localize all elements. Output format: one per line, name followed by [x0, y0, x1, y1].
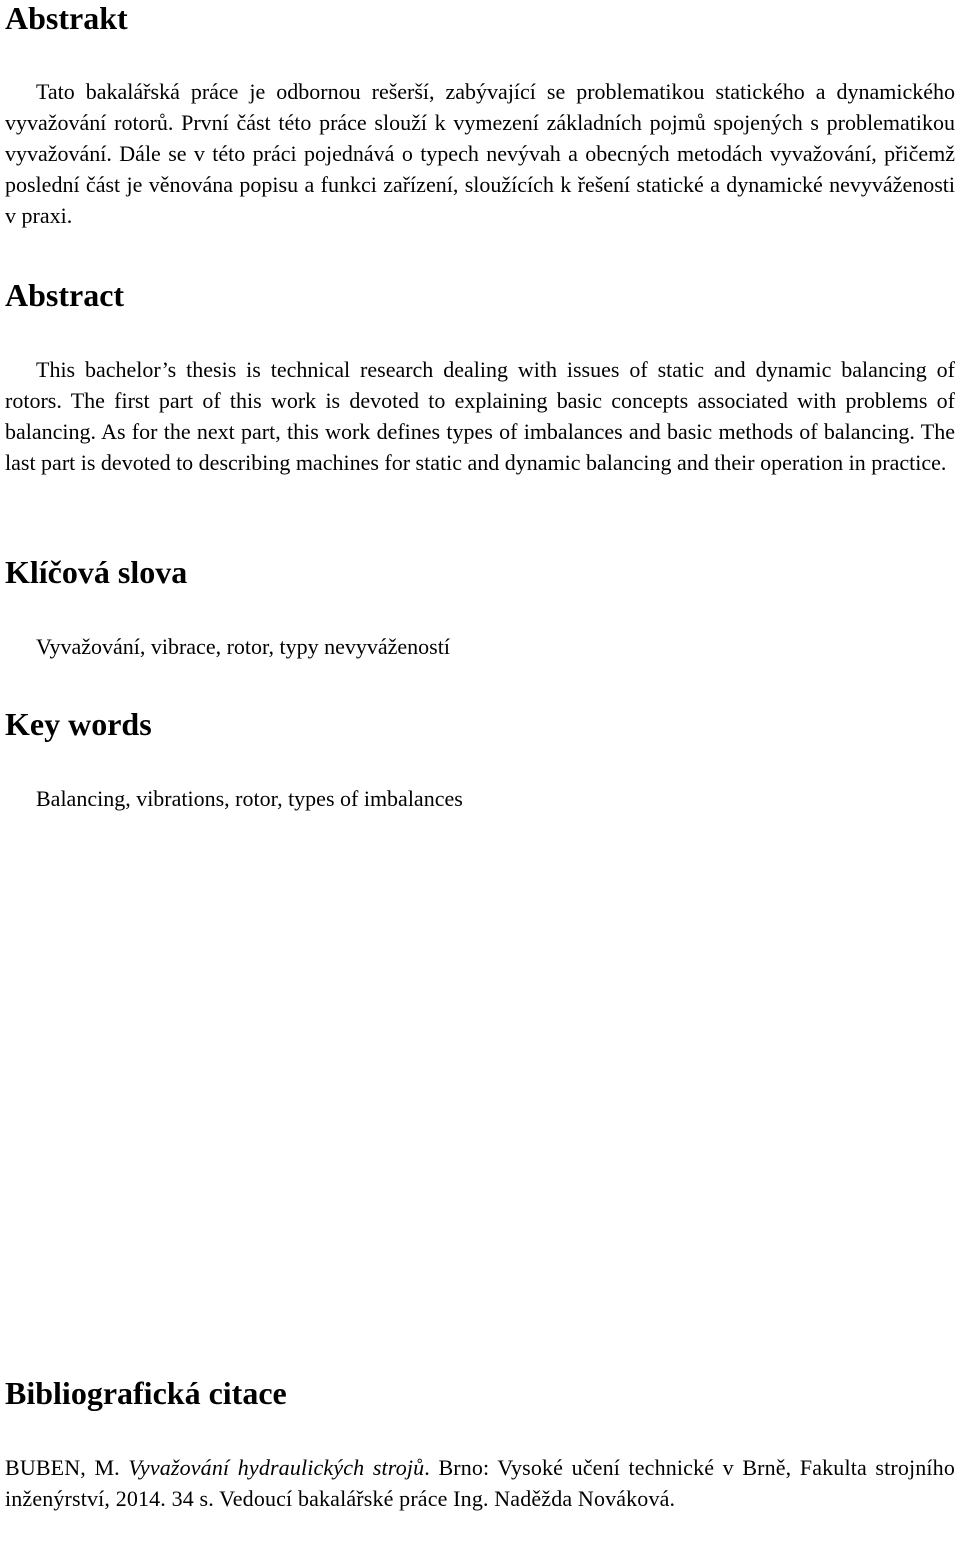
citation-author: BUBEN, M. — [5, 1455, 120, 1480]
citation-title: Vyvažování hydraulických strojů — [128, 1455, 425, 1480]
klicova-slova-text: Vyvažování, vibrace, rotor, typy nevyvážeností — [36, 634, 450, 659]
key-words-heading: Key words — [5, 706, 152, 742]
abstract-text: This bachelor’s thesis is technical research dealing with issues of static and dynamic balancing of rotors. The first part of this work is devoted to explaining basic concepts associated with problems of balancing. As for the next part, this work defines types of imbalances and basic methods of balancing. The last part is devoted to describing machines for static and dynamic balancing and their operation in practice. — [5, 357, 955, 475]
bibliographic-citation: BUBEN, M. Vyvažování hydraulických strojů. Brno: Vysoké učení technické v Brně, Fakulta strojního inženýrství, 2014. 34 s. Vedoucí bakalářské práce Ing. Naděžda Nováková. — [5, 1455, 955, 1511]
key-words-text: Balancing, vibrations, rotor, types of imbalances — [36, 786, 463, 811]
abstract-heading: Abstract — [5, 277, 125, 313]
klicova-slova-heading: Klíčová slova — [5, 554, 188, 590]
abstrakt-text: Tato bakalářská práce je odbornou rešerší, zabývající se problematikou statického a dynamického vyvažování rotorů. První část této práce slouží k vymezení základních pojmů spojených s problematikou vyvažování. Dále se v této práci pojednává o typech nevývah a obecných metodách vyvažování, přičemž poslední část je věnována popisu a funkci zařízení, sloužících k řešení statické a dynamické nevyváženosti v praxi. — [5, 79, 955, 228]
citation-details: Brno: Vysoké učení technické v Brně, Fakulta strojního inženýrství, 2014. 34 s. Vedoucí bakalářské práce Ing. Naděžda Nováková. — [5, 1455, 955, 1511]
abstrakt-heading: Abstrakt — [5, 0, 128, 36]
bibliograficka-citace-heading: Bibliografická citace — [5, 1375, 287, 1411]
